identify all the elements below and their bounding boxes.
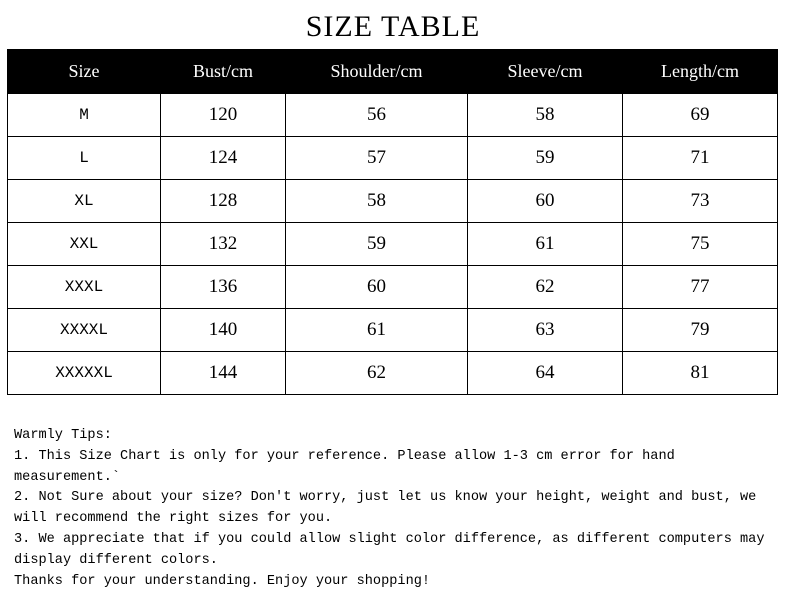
- table-row: [8, 137, 778, 180]
- page-title: SIZE TABLE: [305, 10, 481, 43]
- table-row: [8, 266, 778, 309]
- shoulder-cell: 61: [286, 309, 468, 352]
- tips-section: [14, 426, 779, 592]
- shoulder-cell: 56: [286, 94, 468, 137]
- sleeve-cell: 62: [468, 266, 623, 309]
- bust-cell: 120: [161, 94, 286, 137]
- table-row: [8, 352, 778, 395]
- table-header-row: [8, 50, 778, 94]
- size-cell: XXL: [8, 223, 161, 266]
- tip-item: 1. This Size Chart is only for your reference. Please allow 1-3 cm error for hand measurement.`: [14, 448, 675, 485]
- header-bust: Bust/cm: [161, 50, 286, 94]
- header-size: Size: [8, 50, 161, 94]
- shoulder-cell: 58: [286, 180, 468, 223]
- size-cell: XXXL: [8, 266, 161, 309]
- sleeve-cell: 59: [468, 137, 623, 180]
- sleeve-cell: 58: [468, 94, 623, 137]
- tips-closing: Thanks for your understanding. Enjoy your shopping!: [14, 573, 431, 589]
- bust-cell: 128: [161, 180, 286, 223]
- bust-cell: 136: [161, 266, 286, 309]
- length-cell: 79: [623, 309, 778, 352]
- size-cell: XL: [8, 180, 161, 223]
- tip-item: 2. Not Sure about your size? Don't worry, just let us know your height, weight and bust, we will recommend the right sizes for you.: [14, 490, 757, 527]
- table-row: [8, 309, 778, 352]
- length-cell: 77: [623, 266, 778, 309]
- length-cell: 73: [623, 180, 778, 223]
- tips-heading: Warmly Tips:: [14, 428, 112, 443]
- sleeve-cell: 60: [468, 180, 623, 223]
- table-row: [8, 223, 778, 266]
- size-cell: XXXXL: [8, 309, 161, 352]
- length-cell: 81: [623, 352, 778, 395]
- sleeve-cell: 61: [468, 223, 623, 266]
- shoulder-cell: 60: [286, 266, 468, 309]
- length-cell: 71: [623, 137, 778, 180]
- tip-item: 3. We appreciate that if you could allow slight color difference, as different computers may display different colors.: [14, 531, 765, 568]
- header-shoulder: Shoulder/cm: [286, 50, 468, 94]
- table-row: [8, 94, 778, 137]
- bust-cell: 144: [161, 352, 286, 395]
- length-cell: 69: [623, 94, 778, 137]
- bust-cell: 140: [161, 309, 286, 352]
- size-table: [7, 49, 778, 395]
- shoulder-cell: 59: [286, 223, 468, 266]
- bust-cell: 124: [161, 137, 286, 180]
- length-cell: 75: [623, 223, 778, 266]
- sleeve-cell: 63: [468, 309, 623, 352]
- size-cell: XXXXXL: [8, 352, 161, 395]
- shoulder-cell: 62: [286, 352, 468, 395]
- table-row: [8, 180, 778, 223]
- shoulder-cell: 57: [286, 137, 468, 180]
- size-cell: M: [8, 94, 161, 137]
- sleeve-cell: 64: [468, 352, 623, 395]
- size-cell: L: [8, 137, 161, 180]
- header-sleeve: Sleeve/cm: [468, 50, 623, 94]
- header-length: Length/cm: [623, 50, 778, 94]
- bust-cell: 132: [161, 223, 286, 266]
